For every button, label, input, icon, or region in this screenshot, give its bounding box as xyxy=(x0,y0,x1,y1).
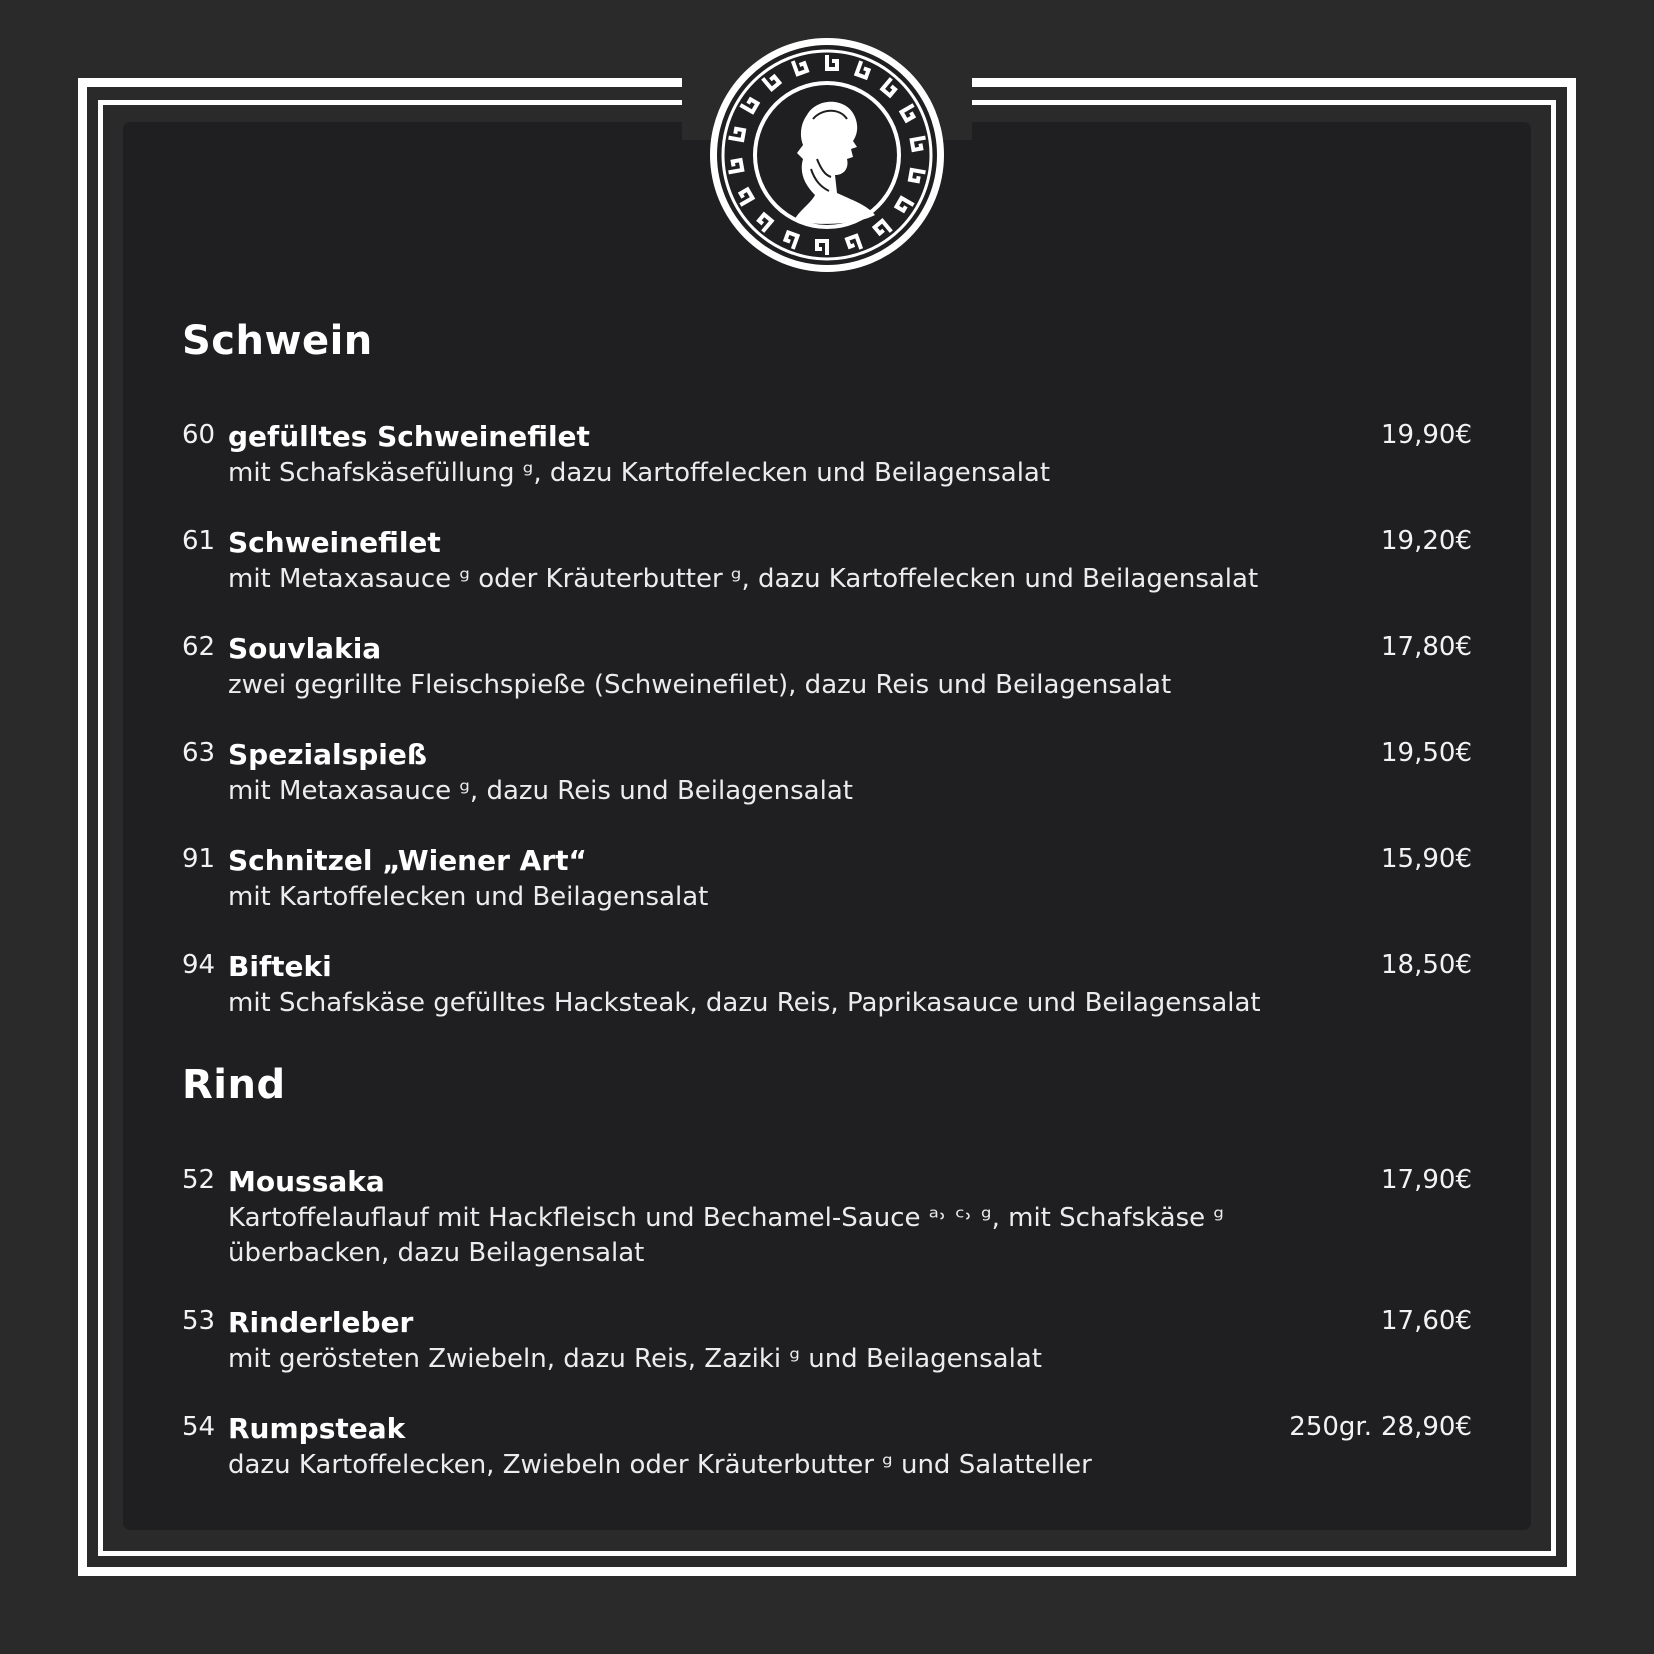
item-number: 61 xyxy=(182,526,216,556)
item-description: mit Schafskäsefüllung ᵍ, dazu Kartoffelecken und Beilagensalat xyxy=(228,458,1051,488)
item-name: Rinderleber xyxy=(228,1306,414,1339)
item-description: mit Metaxasauce ᵍ, dazu Reis und Beilagensalat xyxy=(228,776,853,806)
item-name: Moussaka xyxy=(228,1165,385,1198)
item-name: Schweinefilet xyxy=(228,526,441,559)
item-number: 52 xyxy=(182,1165,216,1195)
item-description: mit Schafskäse gefülltes Hacksteak, dazu Reis, Paprikasauce und Beilagensalat xyxy=(228,988,1261,1018)
item-price: 17,80€ xyxy=(1381,632,1472,662)
item-number: 63 xyxy=(182,738,216,768)
item-number: 54 xyxy=(182,1412,216,1442)
item-description: dazu Kartoffelecken, Zwiebeln oder Kräuterbutter ᵍ und Salatteller xyxy=(228,1450,1092,1480)
item-price: 19,20€ xyxy=(1381,526,1472,556)
item-price: 19,50€ xyxy=(1381,738,1472,768)
item-number: 91 xyxy=(182,844,216,874)
item-description: mit Kartoffelecken und Beilagensalat xyxy=(228,882,709,912)
item-price: 15,90€ xyxy=(1381,844,1472,874)
item-name: Souvlakia xyxy=(228,632,382,665)
item-description: zwei gegrillte Fleischspieße (Schweinefilet), dazu Reis und Beilagensalat xyxy=(228,670,1172,700)
greek-bust-logo-icon xyxy=(707,35,947,275)
item-price: 17,90€ xyxy=(1381,1165,1472,1195)
item-number: 60 xyxy=(182,420,216,450)
section-title-schwein: Schwein xyxy=(182,318,373,364)
item-name: Bifteki xyxy=(228,950,332,983)
item-price: 17,60€ xyxy=(1381,1306,1472,1336)
item-number: 53 xyxy=(182,1306,216,1336)
item-number: 62 xyxy=(182,632,216,662)
item-description: mit Metaxasauce ᵍ oder Kräuterbutter ᵍ, dazu Kartoffelecken und Beilagensalat xyxy=(228,564,1259,594)
item-name: Spezialspieß xyxy=(228,738,428,771)
item-name: Schnitzel „Wiener Art“ xyxy=(228,844,587,877)
item-price: 28,90€ xyxy=(1381,1412,1472,1442)
item-weight: 250gr. xyxy=(1289,1412,1372,1442)
section-title-rind: Rind xyxy=(182,1062,286,1108)
item-price: 19,90€ xyxy=(1381,420,1472,450)
item-name: gefülltes Schweinefilet xyxy=(228,420,590,453)
item-description: Kartoffelauflauf mit Hackfleisch und Bechamel-Sauce ᵃ˒ ᶜ˒ ᵍ, mit Schafskäse ᵍ überbacken, dazu Beilagensalat xyxy=(228,1203,1224,1268)
item-name: Rumpsteak xyxy=(228,1412,406,1445)
item-number: 94 xyxy=(182,950,216,980)
item-price: 18,50€ xyxy=(1381,950,1472,980)
item-description: mit gerösteten Zwiebeln, dazu Reis, Zaziki ᵍ und Beilagensalat xyxy=(228,1344,1042,1374)
